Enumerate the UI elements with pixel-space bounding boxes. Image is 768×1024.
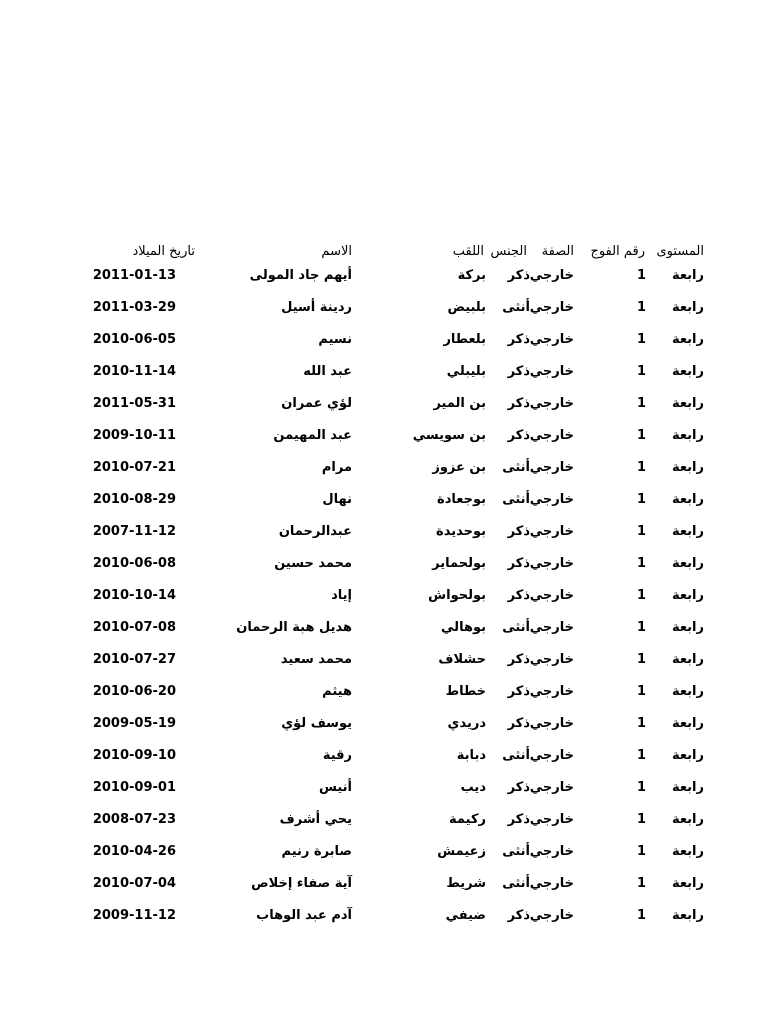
cell-birth-date: 2011-03-29 (92, 300, 176, 315)
cell-group-number: 1 (636, 428, 646, 443)
cell-name: رقية (322, 748, 352, 763)
cell-status: خارجي (529, 716, 574, 731)
cell-gender: أنثى (502, 620, 530, 635)
cell-surname: بوحديدة (436, 524, 486, 539)
cell-level: رابعة (671, 492, 704, 507)
cell-gender: أنثى (502, 492, 530, 507)
cell-status: خارجي (529, 268, 574, 283)
cell-gender: ذكر (507, 908, 530, 923)
cell-group-number: 1 (636, 876, 646, 891)
cell-name: محمد حسين (274, 556, 352, 571)
cell-surname: ركيمة (449, 812, 486, 827)
cell-group-number: 1 (636, 748, 646, 763)
cell-status: خارجي (529, 780, 574, 795)
cell-birth-date: 2010-06-20 (92, 684, 176, 699)
cell-birth-date: 2010-06-08 (92, 556, 176, 571)
table-row (0, 392, 768, 424)
cell-level: رابعة (671, 716, 704, 731)
cell-birth-date: 2010-07-04 (92, 876, 176, 891)
cell-name: نهال (322, 492, 352, 507)
table-row (0, 264, 768, 296)
cell-name: نسيم (318, 332, 352, 347)
cell-name: مرام (321, 460, 352, 475)
table-row (0, 456, 768, 488)
cell-level: رابعة (671, 876, 704, 891)
cell-gender: ذكر (507, 428, 530, 443)
cell-gender: أنثى (502, 876, 530, 891)
cell-name: أيهم جاد المولى (249, 268, 352, 283)
cell-surname: بوجعادة (437, 492, 486, 507)
cell-status: خارجي (529, 876, 574, 891)
cell-birth-date: 2011-05-31 (92, 396, 176, 411)
cell-level: رابعة (671, 428, 704, 443)
cell-group-number: 1 (636, 396, 646, 411)
cell-surname: دريدي (447, 716, 486, 731)
cell-status: خارجي (529, 620, 574, 635)
table-row (0, 904, 768, 936)
table-row (0, 648, 768, 680)
cell-surname: بن عزوز (432, 460, 486, 475)
cell-name: آية صفاء إخلاص (251, 876, 352, 891)
cell-surname: ضيفي (445, 908, 486, 923)
cell-birth-date: 2010-07-08 (92, 620, 176, 635)
cell-name: يحي أشرف (279, 812, 352, 827)
header-group-number: رقم الفوج (590, 244, 645, 259)
table-row (0, 744, 768, 776)
table-row (0, 680, 768, 712)
cell-level: رابعة (671, 748, 704, 763)
cell-name: عبد الله (303, 364, 352, 379)
cell-name: آدم عبد الوهاب (256, 908, 352, 923)
cell-level: رابعة (671, 364, 704, 379)
student-list-table (0, 240, 768, 936)
cell-birth-date: 2010-04-26 (92, 844, 176, 859)
cell-status: خارجي (529, 908, 574, 923)
table-row (0, 840, 768, 872)
cell-group-number: 1 (636, 364, 646, 379)
cell-group-number: 1 (636, 652, 646, 667)
cell-name: أنيس (318, 780, 352, 795)
cell-group-number: 1 (636, 908, 646, 923)
cell-level: رابعة (671, 300, 704, 315)
cell-level: رابعة (671, 588, 704, 603)
cell-birth-date: 2010-10-14 (92, 588, 176, 603)
cell-surname: حشلاف (438, 652, 486, 667)
cell-level: رابعة (671, 332, 704, 347)
cell-gender: ذكر (507, 588, 530, 603)
cell-surname: بركة (457, 268, 486, 283)
cell-name: عبد المهيمن (273, 428, 352, 443)
cell-birth-date: 2009-10-11 (92, 428, 176, 443)
cell-level: رابعة (671, 396, 704, 411)
cell-status: خارجي (529, 492, 574, 507)
cell-birth-date: 2010-06-05 (92, 332, 176, 347)
cell-gender: ذكر (507, 268, 530, 283)
cell-birth-date: 2008-07-23 (92, 812, 176, 827)
cell-status: خارجي (529, 396, 574, 411)
cell-status: خارجي (529, 300, 574, 315)
cell-group-number: 1 (636, 460, 646, 475)
table-row (0, 488, 768, 520)
header-surname: اللقب (452, 244, 484, 259)
cell-birth-date: 2010-07-27 (92, 652, 176, 667)
table-row (0, 616, 768, 648)
cell-level: رابعة (671, 780, 704, 795)
cell-status: خارجي (529, 460, 574, 475)
cell-birth-date: 2010-07-21 (92, 460, 176, 475)
cell-surname: بن المير (433, 396, 486, 411)
cell-surname: ديب (460, 780, 486, 795)
cell-surname: خطاط (445, 684, 486, 699)
cell-status: خارجي (529, 652, 574, 667)
cell-status: خارجي (529, 844, 574, 859)
cell-name: هيثم (322, 684, 352, 699)
cell-gender: ذكر (507, 812, 530, 827)
cell-status: خارجي (529, 556, 574, 571)
table-row (0, 424, 768, 456)
cell-name: يوسف لؤي (281, 716, 352, 731)
table-header-row (0, 240, 768, 264)
table-row (0, 360, 768, 392)
cell-level: رابعة (671, 844, 704, 859)
cell-name: إياد (331, 588, 352, 603)
cell-gender: ذكر (507, 684, 530, 699)
cell-surname: بوهالي (441, 620, 486, 635)
table-row (0, 296, 768, 328)
cell-group-number: 1 (636, 332, 646, 347)
cell-birth-date: 2010-11-14 (92, 364, 176, 379)
cell-group-number: 1 (636, 492, 646, 507)
table-row (0, 712, 768, 744)
cell-status: خارجي (529, 588, 574, 603)
cell-status: خارجي (529, 812, 574, 827)
table-row (0, 872, 768, 904)
cell-surname: شريط (446, 876, 486, 891)
cell-level: رابعة (671, 524, 704, 539)
cell-birth-date: 2010-09-01 (92, 780, 176, 795)
table-row (0, 328, 768, 360)
cell-name: ردينة أسيل (281, 300, 352, 315)
cell-gender: ذكر (507, 652, 530, 667)
cell-name: صابرة رنيم (281, 844, 352, 859)
cell-group-number: 1 (636, 620, 646, 635)
cell-surname: بولحماير (432, 556, 486, 571)
header-level: المستوى (656, 244, 704, 259)
cell-group-number: 1 (636, 268, 646, 283)
table-row (0, 584, 768, 616)
cell-level: رابعة (671, 620, 704, 635)
header-gender: الجنس (490, 244, 527, 259)
cell-status: خارجي (529, 428, 574, 443)
cell-birth-date: 2007-11-12 (92, 524, 176, 539)
cell-gender: ذكر (507, 332, 530, 347)
cell-status: خارجي (529, 332, 574, 347)
cell-birth-date: 2009-11-12 (92, 908, 176, 923)
cell-birth-date: 2009-05-19 (92, 716, 176, 731)
cell-status: خارجي (529, 684, 574, 699)
cell-level: رابعة (671, 908, 704, 923)
header-name: الاسم (321, 244, 352, 259)
cell-group-number: 1 (636, 812, 646, 827)
cell-group-number: 1 (636, 300, 646, 315)
cell-gender: ذكر (507, 716, 530, 731)
cell-group-number: 1 (636, 524, 646, 539)
table-row (0, 776, 768, 808)
cell-gender: ذكر (507, 524, 530, 539)
cell-name: لؤي عمران (281, 396, 352, 411)
cell-level: رابعة (671, 684, 704, 699)
cell-gender: ذكر (507, 364, 530, 379)
cell-surname: دبابة (456, 748, 486, 763)
cell-group-number: 1 (636, 844, 646, 859)
table-body (0, 264, 768, 936)
cell-surname: بولحواش (428, 588, 486, 603)
cell-group-number: 1 (636, 684, 646, 699)
header-status: الصفة (541, 244, 574, 259)
cell-gender: أنثى (502, 300, 530, 315)
cell-group-number: 1 (636, 780, 646, 795)
cell-gender: ذكر (507, 780, 530, 795)
cell-name: عبدالرحمان (278, 524, 352, 539)
table-row (0, 552, 768, 584)
cell-gender: أنثى (502, 748, 530, 763)
cell-surname: بن سويسي (412, 428, 486, 443)
cell-surname: بلبيض (447, 300, 486, 315)
cell-group-number: 1 (636, 716, 646, 731)
cell-level: رابعة (671, 812, 704, 827)
cell-birth-date: 2011-01-13 (92, 268, 176, 283)
cell-group-number: 1 (636, 556, 646, 571)
table-row (0, 520, 768, 552)
cell-gender: أنثى (502, 460, 530, 475)
cell-level: رابعة (671, 460, 704, 475)
cell-gender: ذكر (507, 396, 530, 411)
cell-level: رابعة (671, 556, 704, 571)
cell-birth-date: 2010-09-10 (92, 748, 176, 763)
cell-level: رابعة (671, 652, 704, 667)
cell-birth-date: 2010-08-29 (92, 492, 176, 507)
cell-surname: بليبلي (446, 364, 486, 379)
cell-level: رابعة (671, 268, 704, 283)
cell-status: خارجي (529, 524, 574, 539)
cell-status: خارجي (529, 748, 574, 763)
cell-surname: بلعطار (443, 332, 486, 347)
cell-gender: ذكر (507, 556, 530, 571)
cell-name: هديل هبة الرحمان (236, 620, 352, 635)
cell-gender: أنثى (502, 844, 530, 859)
cell-name: محمد سعيد (280, 652, 352, 667)
table-row (0, 808, 768, 840)
cell-surname: زعيمش (437, 844, 486, 859)
cell-group-number: 1 (636, 588, 646, 603)
cell-status: خارجي (529, 364, 574, 379)
header-birth-date: تاريخ الميلاد (132, 244, 195, 259)
